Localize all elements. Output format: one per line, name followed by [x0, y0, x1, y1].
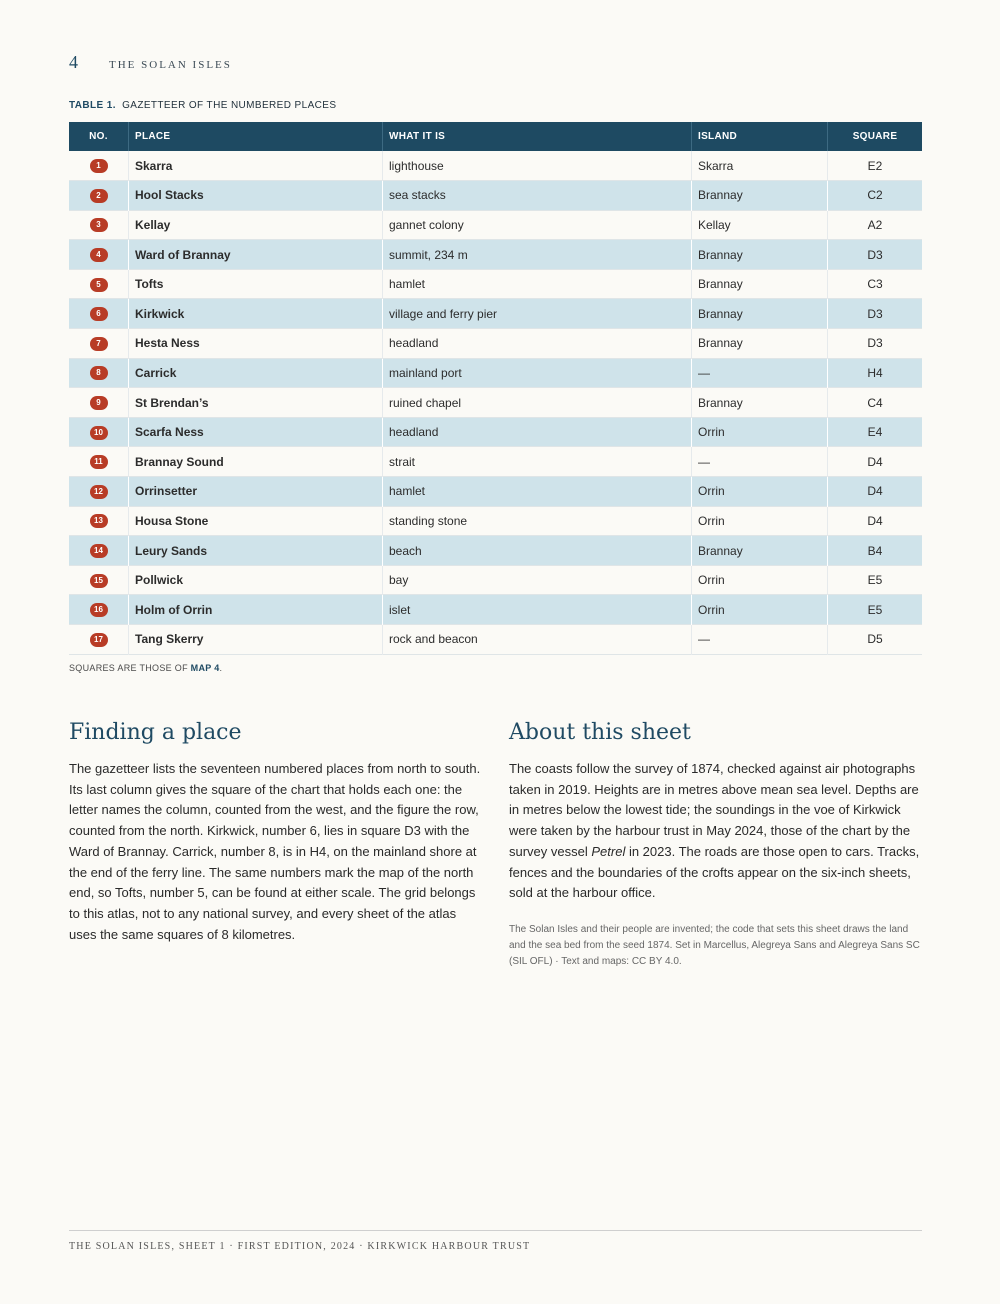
island-name: — — [692, 447, 828, 477]
cell-no — [69, 417, 129, 447]
row-number-badge: 11 — [90, 455, 108, 469]
table-note — [69, 663, 222, 673]
place-name: Leury Sands — [129, 536, 383, 566]
about-section — [509, 720, 922, 970]
row-number-badge: 3 — [90, 218, 108, 232]
island-name: Orrin — [692, 506, 828, 536]
island-name: Brannay — [692, 181, 828, 211]
cell-no — [69, 358, 129, 388]
footer-divider — [69, 1230, 922, 1231]
table-row — [69, 595, 922, 625]
place-description: standing stone — [383, 506, 692, 536]
table-row — [69, 181, 922, 211]
table-note-end: . — [219, 663, 223, 673]
grid-square: E2 — [867, 158, 883, 173]
island-name: Brannay — [692, 329, 828, 359]
cell-no — [69, 388, 129, 418]
finding-body: The gazetteer lists the seventeen numbered places from north to south. Its last column gives the square of the chart that holds each one: the letter names the column, counted from the west, and the figure the row, counted from the north. Kirkwick, number 6, lies in square D3 with the Ward of Brannay. Carrick, number 8, is in H4, on the mainland shore at the end of the ferry line. The same numbers mark the map of the north end, so Tofts, number 5, can be found at either scale. The grid belongs to this atlas, not to any national survey, and every sheet of the atlas uses the same squares of 8 kilometres. — [69, 761, 481, 942]
cell-no — [69, 506, 129, 536]
grid-square: D4 — [867, 513, 883, 528]
table-row — [69, 625, 922, 655]
cell-no — [69, 447, 129, 477]
island-name: — — [692, 625, 828, 655]
place-name: Skarra — [129, 151, 383, 181]
table-row — [69, 358, 922, 388]
table-row — [69, 329, 922, 359]
row-number-badge: 5 — [90, 278, 108, 292]
col-header-place: PLACE — [129, 122, 383, 151]
grid-square: C4 — [867, 395, 883, 410]
place-name: Pollwick — [129, 565, 383, 595]
place-name: Scarfa Ness — [129, 417, 383, 447]
grid-square: C2 — [867, 188, 883, 203]
place-name: Orrinsetter — [129, 477, 383, 507]
cell-no — [69, 269, 129, 299]
table-row — [69, 240, 922, 270]
place-description: hamlet — [383, 477, 692, 507]
place-description: hamlet — [383, 269, 692, 299]
grid-square: D4 — [867, 454, 883, 469]
row-number-badge: 16 — [90, 603, 108, 617]
place-name: Hesta Ness — [129, 329, 383, 359]
table-row — [69, 565, 922, 595]
island-name: Orrin — [692, 417, 828, 447]
map-reference: MAP 4 — [190, 663, 220, 673]
grid-square: D3 — [867, 336, 883, 351]
vessel-name: Petrel — [591, 843, 626, 859]
col-header-square: SQUARE — [852, 131, 898, 142]
grid-square: E5 — [867, 573, 883, 588]
island-name: Orrin — [692, 565, 828, 595]
row-number-badge: 14 — [90, 544, 108, 558]
table-row — [69, 210, 922, 240]
col-header-what: WHAT IT IS — [383, 122, 692, 151]
row-number-badge: 6 — [90, 307, 108, 321]
grid-square: D4 — [867, 484, 883, 499]
grid-square: D5 — [867, 632, 883, 647]
place-name: Kirkwick — [129, 299, 383, 329]
place-description: bay — [383, 565, 692, 595]
place-name: Ward of Brannay — [129, 240, 383, 270]
gazetteer-table — [69, 122, 922, 655]
place-description: summit, 234 m — [383, 240, 692, 270]
table-body — [69, 151, 922, 654]
table-header-row — [69, 122, 922, 151]
table-caption — [69, 100, 336, 111]
island-name: Orrin — [692, 477, 828, 507]
place-description: gannet colony — [383, 210, 692, 240]
cell-no — [69, 536, 129, 566]
page-number: 4 — [69, 52, 78, 72]
place-description: rock and beacon — [383, 625, 692, 655]
table-row — [69, 299, 922, 329]
table-caption-label: TABLE 1. — [69, 100, 116, 111]
about-body — [509, 759, 922, 904]
row-number-badge: 17 — [90, 633, 108, 647]
colophon-fine-print: The Solan Isles and their people are invented; the code that sets this sheet draws the land and the sea bed from the seed 1874. Set in Marcellus, Alegreya Sans and Alegreya Sans SC (SIL OFL) · Text and maps: CC BY 4.0. — [509, 923, 920, 967]
about-body-part1: The coasts follow the survey of 1874, checked against air photographs taken in 2019. Heights are in metres above mean sea level. Depths are in metres below the lowest tide; the soundings in the voe of Kirkwick were taken by the harbour trust in May 2024, those of the chart by the survey vessel — [509, 761, 919, 859]
table-row — [69, 388, 922, 418]
table-row — [69, 269, 922, 299]
table-row — [69, 417, 922, 447]
place-description: islet — [383, 595, 692, 625]
row-number-badge: 13 — [90, 514, 108, 528]
table-row — [69, 447, 922, 477]
grid-square: H4 — [867, 365, 883, 380]
about-heading: About this sheet — [509, 720, 691, 745]
table-row — [69, 151, 922, 181]
row-number-badge: 7 — [90, 337, 108, 351]
cell-no — [69, 565, 129, 595]
place-name: Holm of Orrin — [129, 595, 383, 625]
island-name: Orrin — [692, 595, 828, 625]
grid-square: B4 — [867, 543, 883, 558]
place-description: strait — [383, 447, 692, 477]
island-name: Brannay — [692, 269, 828, 299]
cell-no — [69, 595, 129, 625]
row-number-badge: 8 — [90, 366, 108, 380]
book-title: THE SOLAN ISLES — [109, 59, 232, 71]
place-description: ruined chapel — [383, 388, 692, 418]
grid-square: E5 — [867, 602, 883, 617]
cell-no — [69, 240, 129, 270]
island-name: Skarra — [692, 151, 828, 181]
table-row — [69, 536, 922, 566]
table-row — [69, 506, 922, 536]
place-name: Brannay Sound — [129, 447, 383, 477]
grid-square: D3 — [867, 306, 883, 321]
place-description: sea stacks — [383, 181, 692, 211]
row-number-badge: 1 — [90, 159, 108, 173]
about-body-part2: in 2023. The roads are those open to cars. Tracks, fences and the boundaries of the crofts appear on the six-inch sheets, sold at the harbour office. — [509, 843, 920, 901]
place-name: Tang Skerry — [129, 625, 383, 655]
place-name: Tofts — [129, 269, 383, 299]
place-description: beach — [383, 536, 692, 566]
island-name: — — [692, 358, 828, 388]
row-number-badge: 4 — [90, 248, 108, 262]
place-description: headland — [383, 417, 692, 447]
cell-no — [69, 210, 129, 240]
row-number-badge: 10 — [90, 426, 108, 440]
table-row — [69, 477, 922, 507]
place-description: lighthouse — [383, 151, 692, 181]
island-name: Brannay — [692, 536, 828, 566]
place-description: headland — [383, 329, 692, 359]
finding-heading: Finding a place — [69, 720, 242, 745]
cell-no — [69, 299, 129, 329]
cell-no — [69, 181, 129, 211]
place-name: Hool Stacks — [129, 181, 383, 211]
page-footer: THE SOLAN ISLES, SHEET 1 · FIRST EDITION, 2024 · KIRKWICK HARBOUR TRUST — [69, 1241, 531, 1252]
col-header-island: ISLAND — [692, 122, 828, 151]
running-head — [69, 52, 232, 73]
place-name: St Brendan’s — [129, 388, 383, 418]
cell-no — [69, 151, 129, 181]
grid-square: C3 — [867, 277, 883, 292]
grid-square: A2 — [867, 217, 883, 232]
place-name: Kellay — [129, 210, 383, 240]
island-name: Brannay — [692, 299, 828, 329]
table-note-text: SQUARES ARE THOSE OF — [69, 663, 191, 673]
row-number-badge: 9 — [90, 396, 108, 410]
island-name: Brannay — [692, 388, 828, 418]
finding-section — [69, 720, 482, 945]
col-header-no: NO. — [69, 122, 129, 151]
grid-square: D3 — [867, 247, 883, 262]
cell-no — [69, 477, 129, 507]
row-number-badge: 12 — [90, 485, 108, 499]
place-name: Housa Stone — [129, 506, 383, 536]
table-caption-text: GAZETTEER OF THE NUMBERED PLACES — [122, 100, 337, 111]
island-name: Brannay — [692, 240, 828, 270]
cell-no — [69, 625, 129, 655]
row-number-badge: 15 — [90, 574, 108, 588]
grid-square: E4 — [867, 425, 883, 440]
row-number-badge: 2 — [90, 189, 108, 203]
island-name: Kellay — [692, 210, 828, 240]
place-name: Carrick — [129, 358, 383, 388]
place-description: mainland port — [383, 358, 692, 388]
place-description: village and ferry pier — [383, 299, 692, 329]
cell-no — [69, 329, 129, 359]
